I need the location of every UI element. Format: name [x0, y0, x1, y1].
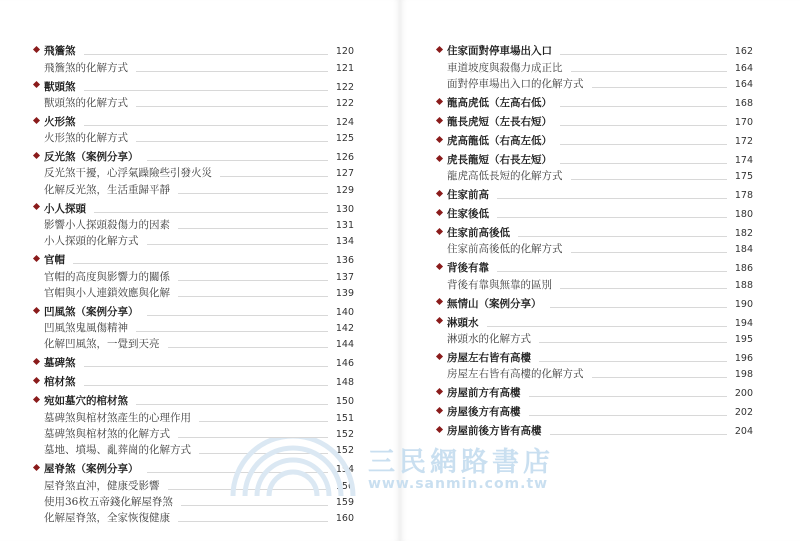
- toc-page-number: 159: [335, 496, 354, 508]
- toc-sub-title: 火形煞的化解方式: [44, 132, 128, 145]
- toc-main-row[interactable]: [44, 303, 354, 319]
- toc-page-number: 121: [335, 62, 354, 74]
- toc-main-row[interactable]: [44, 113, 354, 129]
- leader-line: [136, 71, 328, 72]
- toc-entry: [447, 132, 753, 151]
- toc-main-row[interactable]: [447, 313, 753, 329]
- toc-main-title: 背後有靠: [447, 262, 489, 275]
- toc-sub-row[interactable]: [44, 335, 354, 351]
- toc-main-title: 虎長龍短（右長左短）: [447, 153, 552, 166]
- toc-main-row[interactable]: [44, 148, 354, 164]
- toc-page-number: 175: [734, 171, 753, 183]
- toc-main-title: 墓碑煞: [44, 357, 76, 370]
- leader-line: [84, 54, 329, 55]
- toc-main-title: 龍高虎低（左高右低）: [447, 96, 552, 109]
- toc-entry: [44, 42, 354, 77]
- toc-page-number: 124: [335, 116, 354, 128]
- toc-entry: [447, 186, 753, 205]
- toc-main-title: 房屋前後方皆有高樓: [447, 425, 542, 438]
- toc-sub-title: 凹風煞鬼風傷精神: [44, 322, 128, 335]
- toc-page-number: 202: [734, 407, 753, 419]
- toc-main-row[interactable]: [447, 259, 753, 275]
- toc-page-number: 200: [734, 388, 753, 400]
- leader-line: [178, 280, 328, 281]
- toc-sub-title: 面對停車場出入口的化解方式: [447, 77, 584, 90]
- toc-sub-row[interactable]: [44, 441, 354, 457]
- toc-main-title: 房屋後方有高樓: [447, 406, 521, 419]
- leader-line: [168, 489, 329, 490]
- toc-page-number: 182: [734, 228, 753, 240]
- toc-entry: [44, 251, 354, 303]
- toc-page-number: 152: [335, 429, 354, 441]
- leader-line: [147, 244, 329, 245]
- toc-entry: [44, 199, 354, 251]
- leader-line: [497, 271, 727, 272]
- toc-entry: [44, 113, 354, 148]
- toc-page-number: 184: [734, 244, 753, 256]
- toc-main-title: 虎高龍低（右高左低）: [447, 134, 552, 147]
- toc-page-number: 122: [335, 97, 354, 109]
- toc-entry: [447, 113, 753, 132]
- toc-sub-title: 官帽的高度與影響力的關係: [44, 270, 170, 283]
- leader-line: [220, 176, 328, 177]
- toc-sub-row[interactable]: [44, 232, 354, 248]
- toc-sub-title: 龍虎高低長短的化解方式: [447, 170, 563, 183]
- toc-entry: [447, 349, 753, 384]
- toc-main-title: 房屋前方有高樓: [447, 387, 521, 400]
- leader-line: [199, 453, 328, 454]
- toc-page-number: 127: [335, 168, 354, 180]
- toc-main-title: 小人探頭: [44, 202, 86, 215]
- leader-line: [147, 160, 329, 161]
- toc-main-title: 住家前高後低: [447, 227, 510, 240]
- toc-page-number: 186: [734, 263, 753, 275]
- toc-main-row[interactable]: [447, 186, 753, 202]
- toc-main-row[interactable]: [447, 224, 753, 240]
- toc-main-row[interactable]: [447, 294, 753, 310]
- watermark-store-name: 三民網路書店: [368, 447, 554, 478]
- toc-page-number: 136: [335, 255, 354, 267]
- toc-main-row[interactable]: [44, 199, 354, 215]
- leader-line: [168, 347, 329, 348]
- toc-sub-title: 飛簷煞的化解方式: [44, 61, 128, 74]
- toc-main-row[interactable]: [447, 403, 753, 419]
- toc-page-number: 164: [734, 78, 753, 90]
- toc-entry: [44, 354, 354, 373]
- leader-line: [560, 125, 727, 126]
- leader-line: [84, 366, 329, 367]
- toc-main-title: 無情山（案例分享）: [447, 297, 542, 310]
- toc-main-row[interactable]: [44, 392, 354, 408]
- toc-page-number: 160: [335, 513, 354, 525]
- leader-line: [178, 193, 328, 194]
- toc-page-number: 178: [734, 190, 753, 202]
- toc-sub-row[interactable]: [44, 319, 354, 335]
- toc-page-number: 122: [335, 81, 354, 93]
- toc-main-row[interactable]: [44, 354, 354, 370]
- leader-line: [147, 472, 329, 473]
- toc-entry: [447, 313, 753, 348]
- toc-page-number: 129: [335, 184, 354, 196]
- toc-main-row[interactable]: [44, 251, 354, 267]
- toc-sub-title: 墓碑煞與棺材煞的化解方式: [44, 428, 170, 441]
- toc-page-number: 188: [734, 279, 753, 291]
- toc-sub-title: 屋脊煞直沖，健康受影響: [44, 479, 160, 492]
- toc-sub-row[interactable]: [44, 476, 354, 492]
- toc-main-row[interactable]: [44, 460, 354, 476]
- leader-line: [73, 263, 328, 264]
- toc-page-number: 120: [335, 46, 354, 58]
- leader-line: [560, 144, 727, 145]
- toc-main-title: 淋頭水: [447, 316, 479, 329]
- toc-main-title: 宛如墓穴的棺材煞: [44, 395, 128, 408]
- toc-sub-title: 化解屋脊煞，全家恢復健康: [44, 512, 170, 525]
- watermark-url: www.sanmin.com.tw: [368, 476, 549, 492]
- leader-line: [136, 106, 328, 107]
- toc-sub-title: 化解反光煞，生活重歸平靜: [44, 183, 170, 196]
- toc-main-row[interactable]: [447, 113, 753, 129]
- leader-line: [94, 212, 328, 213]
- toc-sub-row[interactable]: [44, 216, 354, 232]
- toc-main-row[interactable]: [447, 205, 753, 221]
- leader-line: [178, 521, 328, 522]
- leader-line: [518, 236, 727, 237]
- toc-page-number: 126: [335, 152, 354, 164]
- toc-sub-row[interactable]: [44, 94, 354, 110]
- toc-main-row[interactable]: [447, 422, 753, 438]
- toc-sub-title: 獸頭煞的化解方式: [44, 96, 128, 109]
- toc-entry: [447, 403, 753, 422]
- toc-page-number: 125: [335, 133, 354, 145]
- leader-line: [560, 163, 727, 164]
- toc-sub-row[interactable]: [44, 509, 354, 525]
- toc-entry: [447, 384, 753, 403]
- leader-line: [136, 404, 328, 405]
- toc-sub-title: 使用36枚五帝錢化解屋脊煞: [44, 495, 173, 508]
- toc-page-number: 195: [734, 333, 753, 345]
- toc-page-number: 142: [335, 323, 354, 335]
- toc-sub-title: 反光煞干擾，心浮氣躁險些引發火災: [44, 167, 212, 180]
- toc-page-number: 151: [335, 412, 354, 424]
- leader-line: [178, 228, 328, 229]
- toc-entry: [44, 148, 354, 200]
- toc-sub-title: 房屋左右皆有高樓的化解方式: [447, 368, 584, 381]
- toc-sub-row[interactable]: [447, 240, 753, 256]
- leader-line: [178, 296, 328, 297]
- toc-main-title: 龍長虎短（左長右短）: [447, 115, 552, 128]
- toc-sub-row[interactable]: [44, 129, 354, 145]
- toc-sub-title: 化解凹風煞，一覺到天亮: [44, 338, 160, 351]
- leader-line: [550, 434, 728, 435]
- toc-page-number: 150: [335, 396, 354, 408]
- toc-main-row[interactable]: [44, 77, 354, 93]
- leader-line: [178, 437, 328, 438]
- leader-line: [592, 87, 728, 88]
- toc-main-title: 住家面對停車場出入口: [447, 45, 552, 58]
- leader-line: [539, 361, 727, 362]
- toc-entry: [44, 77, 354, 112]
- toc-entry: [44, 392, 354, 460]
- toc-main-title: 火形煞: [44, 115, 76, 128]
- toc-entry: [447, 205, 753, 224]
- toc-page-number: 131: [335, 220, 354, 232]
- toc-main-row[interactable]: [447, 132, 753, 148]
- toc-main-row[interactable]: [44, 373, 354, 389]
- toc-sub-title: 官帽與小人連鎖效應與化解: [44, 286, 170, 299]
- toc-page-number: 140: [335, 306, 354, 318]
- toc-sub-title: 背後有靠與無靠的區別: [447, 278, 552, 291]
- toc-main-row[interactable]: [447, 384, 753, 400]
- toc-page-number: 156: [335, 480, 354, 492]
- toc-entry: [447, 42, 753, 94]
- toc-main-title: 房屋左右皆有高樓: [447, 351, 531, 364]
- toc-main-title: 官帽: [44, 254, 65, 267]
- toc-entry: [447, 294, 753, 313]
- toc-main-title: 屋脊煞（案例分享）: [44, 463, 139, 476]
- leader-line: [550, 307, 728, 308]
- toc-sub-row[interactable]: [44, 408, 354, 424]
- toc-entry: [447, 422, 753, 441]
- toc-page-number: 152: [335, 445, 354, 457]
- leader-line: [571, 179, 728, 180]
- toc-entry: [44, 460, 354, 528]
- toc-main-row[interactable]: [44, 42, 354, 58]
- toc-entry: [44, 373, 354, 392]
- toc-sub-row[interactable]: [447, 365, 753, 381]
- toc-sub-title: 住家前高後低的化解方式: [447, 243, 563, 256]
- toc-page-number: 190: [734, 298, 753, 310]
- toc-page-number: 148: [335, 377, 354, 389]
- toc-sub-row[interactable]: [44, 164, 354, 180]
- toc-sub-row[interactable]: [44, 267, 354, 283]
- toc-sub-title: 車道坡度與殺傷力成正比: [447, 61, 563, 74]
- toc-entry: [447, 151, 753, 186]
- leader-line: [560, 288, 727, 289]
- toc-page-number: 180: [734, 209, 753, 221]
- leader-line: [136, 331, 328, 332]
- toc-page-number: 144: [335, 339, 354, 351]
- leader-line: [199, 421, 328, 422]
- toc-page-number: 194: [734, 317, 753, 329]
- toc-entry: [447, 224, 753, 259]
- toc-main-title: 反光煞（案例分享）: [44, 151, 139, 164]
- leader-line: [539, 342, 727, 343]
- toc-sub-title: 小人探頭的化解方式: [44, 235, 139, 248]
- leader-line: [84, 385, 329, 386]
- leader-line: [497, 217, 727, 218]
- toc-sub-row[interactable]: [447, 75, 753, 91]
- toc-sub-row[interactable]: [447, 167, 753, 183]
- leader-line: [592, 377, 728, 378]
- toc-sub-row[interactable]: [44, 284, 354, 300]
- toc-sub-row[interactable]: [447, 275, 753, 291]
- toc-right-column: [447, 42, 753, 441]
- toc-main-row[interactable]: [447, 94, 753, 110]
- toc-main-title: 飛簷煞: [44, 45, 76, 58]
- toc-page-number: 170: [734, 116, 753, 128]
- toc-page-number: 154: [335, 464, 354, 476]
- leader-line: [84, 125, 329, 126]
- toc-page-number: 130: [335, 203, 354, 215]
- leader-line: [84, 90, 329, 91]
- leader-line: [497, 198, 727, 199]
- toc-page-number: 172: [734, 135, 753, 147]
- leader-line: [560, 54, 727, 55]
- toc-page-number: 168: [734, 97, 753, 109]
- leader-line: [147, 315, 329, 316]
- toc-page-number: 146: [335, 358, 354, 370]
- toc-main-row[interactable]: [447, 151, 753, 167]
- toc-main-row[interactable]: [447, 349, 753, 365]
- toc-sub-row[interactable]: [447, 58, 753, 74]
- leader-line: [529, 415, 728, 416]
- leader-line: [571, 71, 728, 72]
- toc-sub-title: 淋頭水的化解方式: [447, 332, 531, 345]
- toc-page-number: 162: [734, 46, 753, 58]
- toc-sub-title: 墓碑煞與棺材煞產生的心理作用: [44, 411, 191, 424]
- toc-page-number: 204: [734, 426, 753, 438]
- toc-page-number: 198: [734, 369, 753, 381]
- toc-entry: [447, 259, 753, 294]
- toc-main-title: 凹風煞（案例分享）: [44, 305, 139, 318]
- toc-sub-title: 影響小人探頭殺傷力的因素: [44, 219, 170, 232]
- toc-sub-row[interactable]: [447, 330, 753, 346]
- leader-line: [571, 252, 728, 253]
- leader-line: [487, 326, 728, 327]
- toc-sub-row[interactable]: [44, 425, 354, 441]
- toc-main-title: 住家前高: [447, 189, 489, 202]
- toc-page-number: 164: [734, 62, 753, 74]
- toc-sub-row[interactable]: [44, 180, 354, 196]
- leader-line: [529, 396, 728, 397]
- toc-sub-title: 墓地、墳場、亂葬崗的化解方式: [44, 444, 191, 457]
- toc-page-number: 134: [335, 236, 354, 248]
- toc-sub-row[interactable]: [44, 58, 354, 74]
- toc-page-number: 137: [335, 271, 354, 283]
- toc-left-column: [44, 42, 354, 528]
- leader-line: [136, 141, 328, 142]
- toc-main-title: 住家後低: [447, 208, 489, 221]
- toc-main-title: 獸頭煞: [44, 80, 76, 93]
- leader-line: [181, 505, 328, 506]
- toc-page-number: 139: [335, 287, 354, 299]
- toc-main-title: 棺材煞: [44, 376, 76, 389]
- toc-main-row[interactable]: [447, 42, 753, 58]
- toc-entry: [447, 94, 753, 113]
- toc-sub-row[interactable]: [44, 493, 354, 509]
- leader-line: [560, 106, 727, 107]
- toc-entry: [44, 303, 354, 355]
- toc-page-number: 196: [734, 352, 753, 364]
- toc-page-number: 174: [734, 154, 753, 166]
